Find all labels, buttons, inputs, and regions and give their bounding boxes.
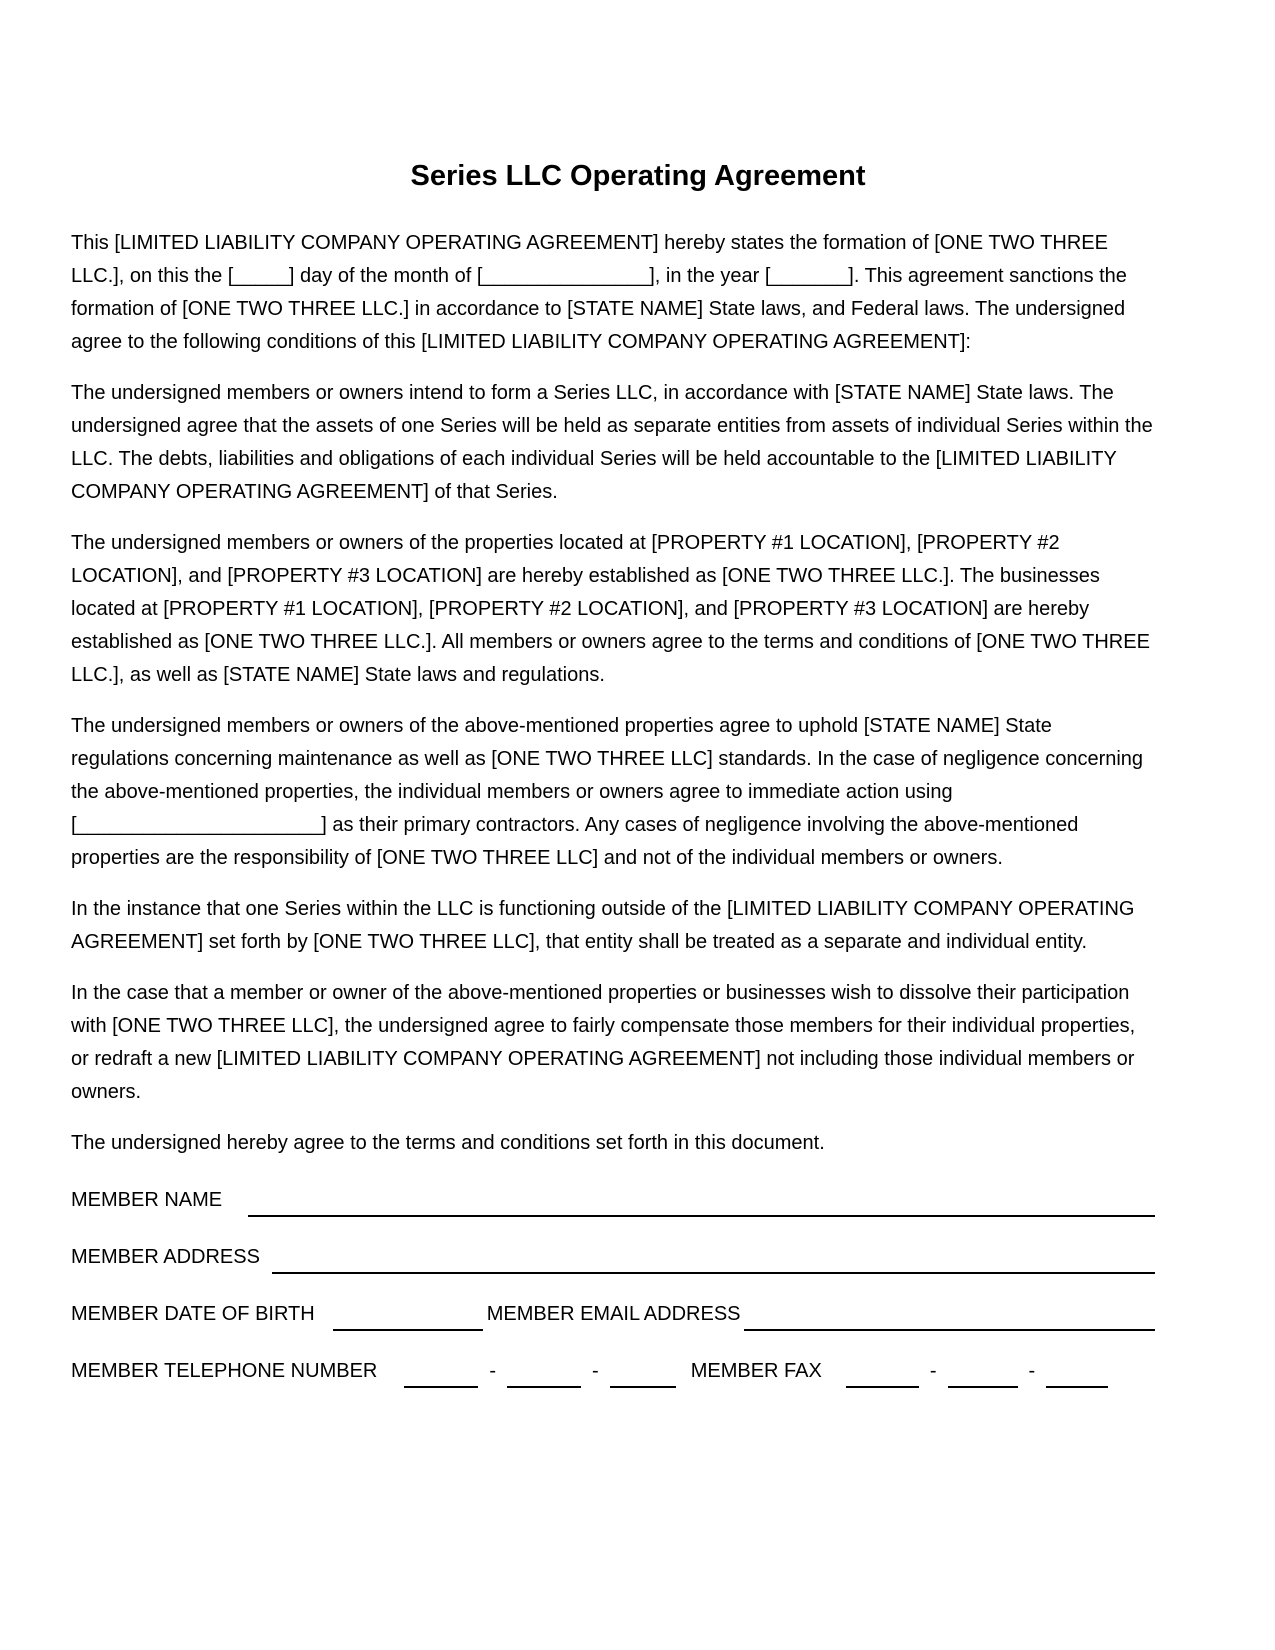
member-fax-label: MEMBER FAX — [690, 1360, 822, 1382]
member-email-line — [744, 1329, 1156, 1331]
paragraph-maintenance-negligence: The undersigned members or owners of the above-mentioned properties agree to uphold [STATE NAME] State regulations concerning maintenance as well as [ONE TWO THREE LLC] standards. In the case of negligence concerning the above-mentioned properties, the individual members or owners agree to immediate action using [______________________] as their primary contractors. Any cases of negligence involving the above-mentioned properties are the responsibility of [ONE TWO THREE LLC] and not of the individual members or owners. — [71, 715, 1144, 869]
member-dob-line — [333, 1329, 483, 1331]
member-phone-fax-row — [71, 1355, 1155, 1388]
paragraph-properties-established: The undersigned members or owners of the properties located at [PROPERTY #1 LOCATION], [PROPERTY #2 LOCATION], and [PROPERTY #3 LOCATION] are hereby established as [ONE TWO THREE LLC.]. The businesses located at [PROPERTY #1 LOCATION], [PROPERTY #2 LOCATION], and [PROPERTY #3 LOCATION] are hereby established as [ONE TWO THREE LLC.]. All members or owners agree to the terms and conditions of [ONE TWO THREE LLC.], as well as [STATE NAME] State laws and regulations. — [71, 532, 1150, 686]
phone-separator-1: - — [489, 1360, 497, 1382]
fax-blank-1 — [846, 1386, 919, 1388]
member-dob-label: MEMBER DATE OF BIRTH — [71, 1303, 315, 1325]
member-address-line — [272, 1272, 1155, 1274]
phone-separator-2: - — [592, 1360, 599, 1382]
paragraph-formation: This [LIMITED LIABILITY COMPANY OPERATING AGREEMENT] hereby states the formation of [ONE TWO THREE LLC.], on this the [_____] day of the month of [_______________], in the year [_______]. This agreement sanctions the formation of [ONE TWO THREE LLC.] in accordance to [STATE NAME] State laws, and Federal laws. The undersigned agree to the following conditions of this [LIMITED LIABILITY COMPANY OPERATING AGREEMENT]: — [71, 232, 1127, 353]
phone-blank-1 — [404, 1386, 478, 1388]
member-name-row — [71, 1184, 1155, 1217]
paragraph-separate-entity: In the instance that one Series within the LLC is functioning outside of the [LIMITED LIABILITY COMPANY OPERATING AGREEMENT] set forth by [ONE TWO THREE LLC], that entity shall be treated as a separate and individual entity. — [71, 898, 1135, 953]
member-address-row — [71, 1241, 1155, 1274]
document-title: Series LLC Operating Agreement — [410, 160, 866, 192]
fax-separator-2: - — [1028, 1360, 1036, 1382]
fax-blank-2 — [948, 1386, 1018, 1388]
member-dob-email-row — [71, 1298, 1155, 1331]
member-email-label: MEMBER EMAIL ADDRESS — [486, 1303, 741, 1325]
fax-separator-1: - — [929, 1360, 937, 1382]
member-phone-label: MEMBER TELEPHONE NUMBER — [71, 1360, 378, 1382]
closing-statement: The undersigned hereby agree to the terms and conditions set forth in this document. — [71, 1132, 825, 1154]
phone-blank-3 — [610, 1386, 676, 1388]
member-address-label: MEMBER ADDRESS — [71, 1246, 260, 1268]
fax-blank-3 — [1046, 1386, 1108, 1388]
member-name-label: MEMBER NAME — [71, 1189, 223, 1211]
paragraph-dissolution: In the case that a member or owner of the above-mentioned properties or businesses wish to dissolve their participation with [ONE TWO THREE LLC], the undersigned agree to fairly compensate those members for their individual properties, or redraft a new [LIMITED LIABILITY COMPANY OPERATING AGREEMENT] not including those individual members or owners. — [71, 982, 1136, 1103]
phone-blank-2 — [507, 1386, 581, 1388]
member-name-line — [248, 1215, 1155, 1217]
paragraph-series-assets: The undersigned members or owners intend to form a Series LLC, in accordance with [STATE NAME] State laws. The undersigned agree that the assets of one Series will be held as separate entities from assets of individual Series within the LLC. The debts, liabilities and obligations of each individual Series will be held accountable to the [LIMITED LIABILITY COMPANY OPERATING AGREEMENT] of that Series. — [71, 382, 1153, 503]
